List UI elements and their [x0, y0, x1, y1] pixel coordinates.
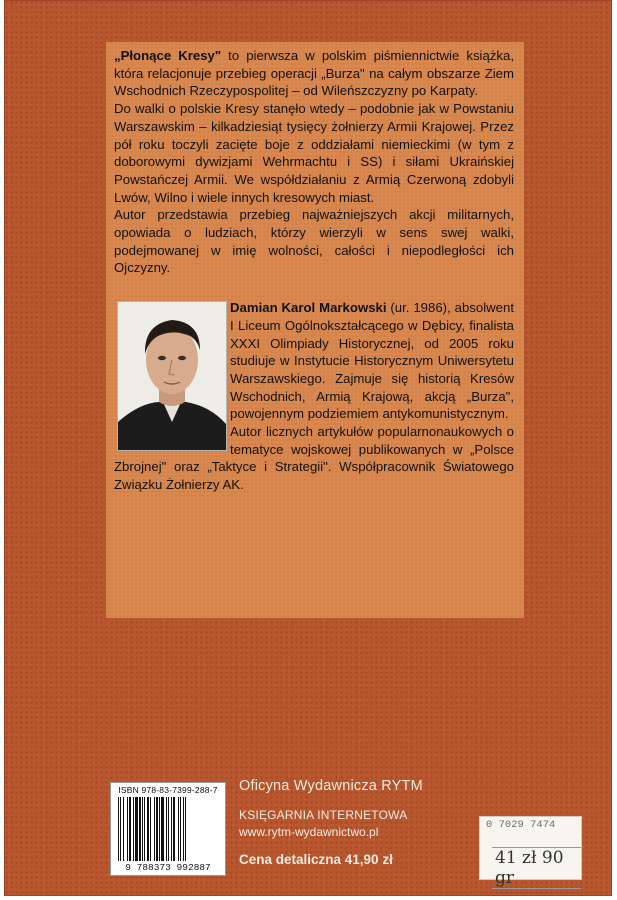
barcode-bar: [142, 797, 143, 861]
barcode-bar: [161, 797, 164, 861]
isbn-label: ISBN 978-83-7399-288-7: [118, 785, 218, 795]
isbn-barcode: [110, 782, 226, 876]
author-bio-text: (ur. 1986), absolwent I Liceum Ogólnokształcącego w Dębicy, finalista XXXI Olimpiady Historycznej, od 2005 roku studiuje w Instytucie Historycznym Uniwersytetu Warszawskiego. Zajmuje się historią Kresów Wschodnich, Armią Krajową, akcją „Burza", powojennym podziemiem antykomunistycznym.: [230, 300, 514, 422]
barcode-bar: [173, 797, 175, 861]
author-section: [114, 299, 514, 494]
barcode-bar: [127, 797, 128, 861]
barcode-bar: [147, 797, 149, 861]
book-back-cover: [4, 0, 612, 896]
retail-price: Cena detaliczna 41,90 zł: [239, 852, 393, 867]
blurb-p1-text: to pierwsza w polskim piśmiennictwie książka, która relacjonuje przebieg operacji „Burza" na całym obszarze Ziem Wschodnich Rzeczypospolitej – od Wileńszczyzny po Karpaty.: [114, 48, 514, 99]
barcode-bar: [144, 797, 145, 861]
sticker-price: 41 zł 90 gr: [492, 847, 581, 889]
barcode-bar: [150, 797, 151, 861]
barcode-bar: [178, 797, 179, 861]
publisher-name: Oficyna Wydawnicza RYTM: [239, 778, 423, 794]
author-photo-icon: [118, 302, 226, 450]
author-bio-2: Autor licznych artykułów popularnonaukowych o tematyce wojskowej publikowanych w „Polsce Zbrojnej" oraz „Taktyce i Strategii". Współpracownik Światowego Związku Żołnierzy AK.: [114, 424, 514, 493]
blurb-paragraph-1: [114, 47, 514, 100]
barcode-bar: [183, 797, 184, 861]
author-photo: [117, 301, 227, 451]
book-title: „Płonące Kresy": [114, 48, 222, 63]
barcode-bar: [129, 797, 131, 861]
barcode-bar: [133, 797, 134, 861]
barcode-bar: [123, 797, 124, 861]
sticker-code: 0 7029 7474: [486, 819, 556, 831]
barcode-bar: [166, 797, 167, 861]
publisher-info: [239, 778, 423, 867]
publisher-shop: KSIĘGARNIA INTERNETOWA: [239, 808, 408, 822]
barcode-bar: [171, 797, 172, 861]
barcode-bar: [120, 797, 121, 861]
blurb-paragraph-3: Autor przedstawia przebieg najważniejszych akcji militarnych, opowiada o ludziach, którzy wierzyli w sens swej walki, podejmowanej w imię wolności, całości i niepodległości ich Ojczyzny.: [114, 207, 514, 276]
barcode-bar: [156, 797, 158, 861]
blurb-paragraph-2: Do walki o polskie Kresy stanęło wtedy – podobnie jak w Powstaniu Warszawskim – kilkadziesiąt tysięcy żołnierzy Armii Krajowej. Przez pół roku toczyli zacięte boje z oddziałami niemieckimi (w tym z doborowymi dywizjami Wehrmachtu i SS) i siłami Ukraińskiej Powstańczej Armii. We współdziałaniu z Armią Czerwoną zdobyli Lwów, Wilno i wiele innych kresowych miast.: [114, 101, 514, 205]
barcode-bar: [135, 797, 138, 861]
barcode-bar: [185, 797, 186, 861]
barcode-icon: [117, 797, 221, 861]
isbn-digits: 9 788373 992887: [125, 862, 211, 873]
barcode-bar: [139, 797, 141, 861]
barcode-bar: [168, 797, 169, 861]
barcode-bar: [180, 797, 181, 861]
barcode-bar: [159, 797, 160, 861]
price-sticker: [479, 816, 582, 888]
barcode-bar: [154, 797, 155, 861]
description-panel: [106, 42, 524, 618]
author-name: Damian Karol Markowski: [230, 300, 387, 316]
publisher-website: www.rytm-wydawnictwo.pl: [239, 825, 379, 839]
barcode-bar: [118, 797, 119, 861]
